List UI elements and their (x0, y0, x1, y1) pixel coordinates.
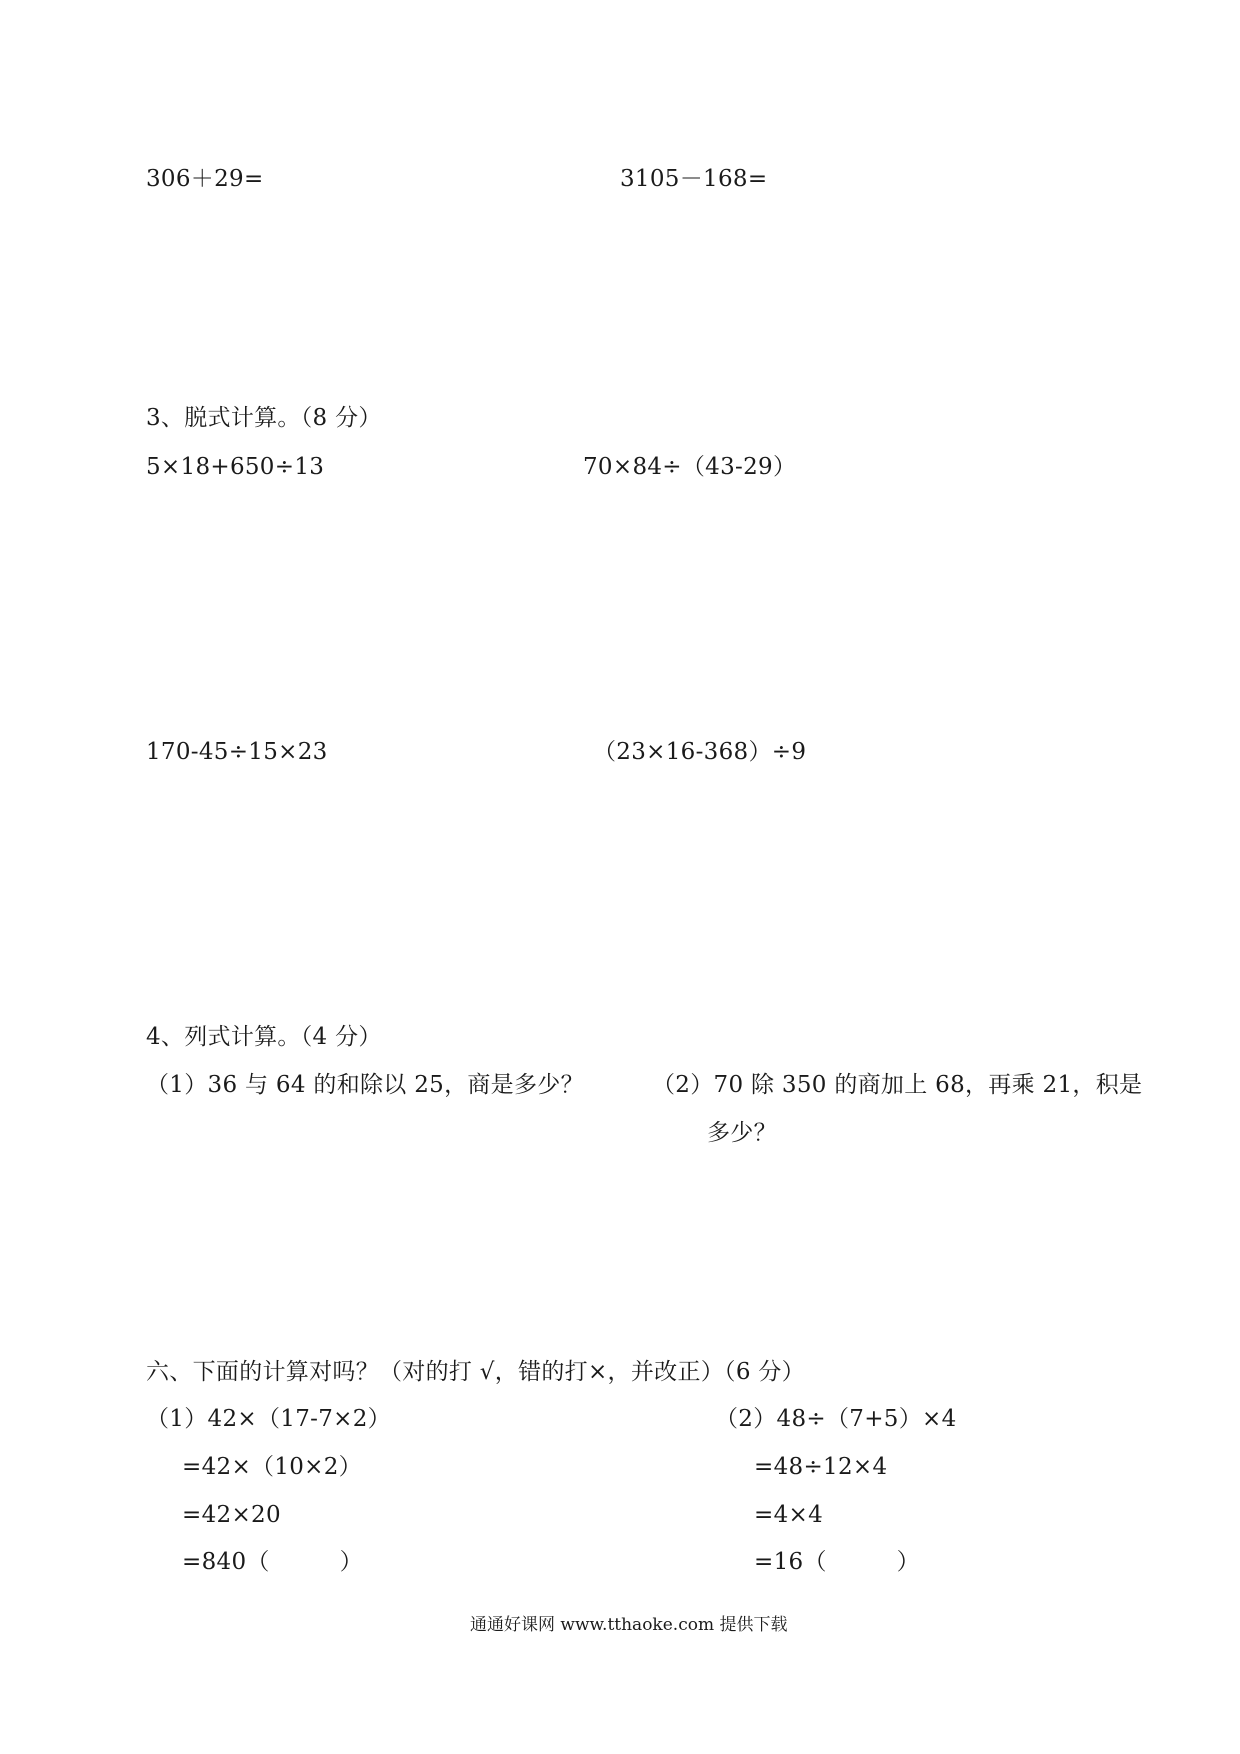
q6-left-step-3: =840（ ） (182, 1549, 363, 1575)
q2-item-subtraction: 3105－168= (620, 166, 768, 192)
q4-item-2-line-1: （2）70 除 350 的商加上 68，再乘 21，积是 (652, 1072, 1143, 1098)
q3-heading: 3、脱式计算。（8 分） (146, 405, 382, 431)
q2-item-addition: 306＋29= (146, 166, 264, 192)
q6-right-expression: （2）48÷（7+5）×4 (715, 1406, 957, 1432)
q6-right-step-2: =4×4 (754, 1502, 824, 1528)
q6-heading: 六、下面的计算对吗？（对的打 √，错的打×，并改正）（6 分） (146, 1359, 805, 1385)
q6-left-expression: （1）42×（17-7×2） (146, 1406, 391, 1432)
q6-right-step-1: =48÷12×4 (754, 1454, 888, 1480)
q4-item-2-line-2: 多少？ (707, 1120, 777, 1146)
q6-right-step-3: =16（ ） (754, 1549, 920, 1575)
q3-item-4: （23×16-368）÷9 (593, 739, 807, 765)
q4-heading: 4、列式计算。（4 分） (146, 1024, 382, 1050)
q4-item-1: （1）36 与 64 的和除以 25，商是多少？ (146, 1072, 584, 1098)
q3-item-2: 70×84÷（43-29） (583, 454, 797, 480)
q3-item-3: 170-45÷15×23 (146, 739, 328, 765)
q6-left-step-1: =42×（10×2） (182, 1454, 362, 1480)
footer-source-link[interactable]: 通通好课网 www.tthaoke.com 提供下载 (470, 1615, 788, 1635)
q6-left-step-2: =42×20 (182, 1502, 281, 1528)
q3-item-1: 5×18+650÷13 (146, 454, 325, 480)
